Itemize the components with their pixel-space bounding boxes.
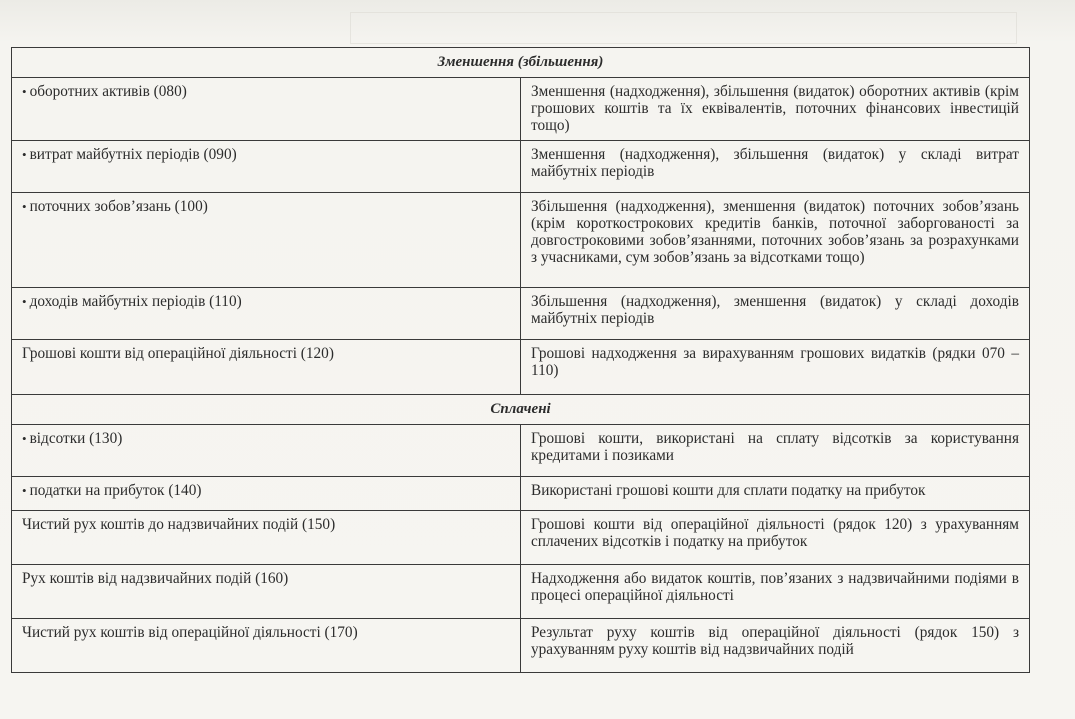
term-cell	[12, 193, 521, 288]
description-cell: Збільшення (надходження), зменшення (видаток) у складі доходів майбутніх періодів	[521, 288, 1030, 340]
term-cell: Грошові кошти від операційної діяльності (120)	[12, 340, 521, 395]
description-cell: Використані грошові кошти для сплати податку на прибуток	[521, 477, 1030, 511]
term-cell: Рух коштів від надзвичайних подій (160)	[12, 565, 521, 619]
table-row	[12, 565, 1030, 619]
description-cell: Надходження або видаток коштів, пов’язаних з надзвичайними подіями в процесі операційної діяльності	[521, 565, 1030, 619]
term-text: відсотки (130)	[29, 430, 123, 447]
table-row	[12, 288, 1030, 340]
term-cell	[12, 425, 521, 477]
table-row	[12, 193, 1030, 288]
term-cell	[12, 288, 521, 340]
table-row	[12, 78, 1030, 141]
description-cell: Збільшення (надходження), зменшення (видаток) поточних зобов’язань (крім короткострокових кредитів банків, поточної заборгованості за довгостроковими зобов’язаннями, поточних зобов’язань за розрахунками з учасниками, сум зобов’язань за відсотками тощо)	[521, 193, 1030, 288]
term-cell	[12, 141, 521, 193]
term-text: поточних зобов’язань (100)	[29, 198, 208, 215]
term-cell	[12, 78, 521, 141]
section-header-row	[12, 48, 1030, 78]
term-text: податки на прибуток (140)	[29, 482, 202, 499]
term-cell	[12, 477, 521, 511]
table-row	[12, 340, 1030, 395]
description-cell: Зменшення (надходження), збільшення (видаток) у складі витрат майбутніх періодів	[521, 141, 1030, 193]
section-header-row	[12, 395, 1030, 425]
section-title: Зменшення (збільшення)	[12, 48, 1030, 78]
table-row	[12, 425, 1030, 477]
description-cell: Грошові кошти від операційної діяльності (рядок 120) з урахуванням сплачених відсотків і податку на прибуток	[521, 511, 1030, 565]
description-cell: Грошові кошти, використані на сплату відсотків за користування кредитами і позиками	[521, 425, 1030, 477]
bullet-icon: •	[22, 294, 27, 309]
term-text: доходів майбутніх періодів (110)	[29, 293, 242, 310]
description-cell: Зменшення (надходження), збільшення (видаток) оборотних активів (крім грошових коштів та їх еквівалентів, поточних фінансових інвестицій тощо)	[521, 78, 1030, 141]
description-cell: Результат руху коштів від операційної діяльності (рядок 150) з урахуванням руху коштів від надзвичайних подій	[521, 619, 1030, 673]
table-row	[12, 141, 1030, 193]
bullet-icon: •	[22, 483, 27, 498]
cash-flow-table	[11, 47, 1030, 673]
show-through-text	[360, 14, 1020, 42]
table-row	[12, 511, 1030, 565]
bullet-icon: •	[22, 199, 27, 214]
term-text: витрат майбутніх періодів (090)	[29, 146, 237, 163]
term-text: оборотних активів (080)	[29, 83, 187, 100]
table-row	[12, 619, 1030, 673]
bullet-icon: •	[22, 84, 27, 99]
term-cell: Чистий рух коштів до надзвичайних подій (150)	[12, 511, 521, 565]
term-cell: Чистий рух коштів від операційної діяльності (170)	[12, 619, 521, 673]
bullet-icon: •	[22, 431, 27, 446]
table-row	[12, 477, 1030, 511]
description-cell: Грошові надходження за вирахуванням грошових видатків (рядки 070 – 110)	[521, 340, 1030, 395]
bullet-icon: •	[22, 147, 27, 162]
section-title: Сплачені	[12, 395, 1030, 425]
